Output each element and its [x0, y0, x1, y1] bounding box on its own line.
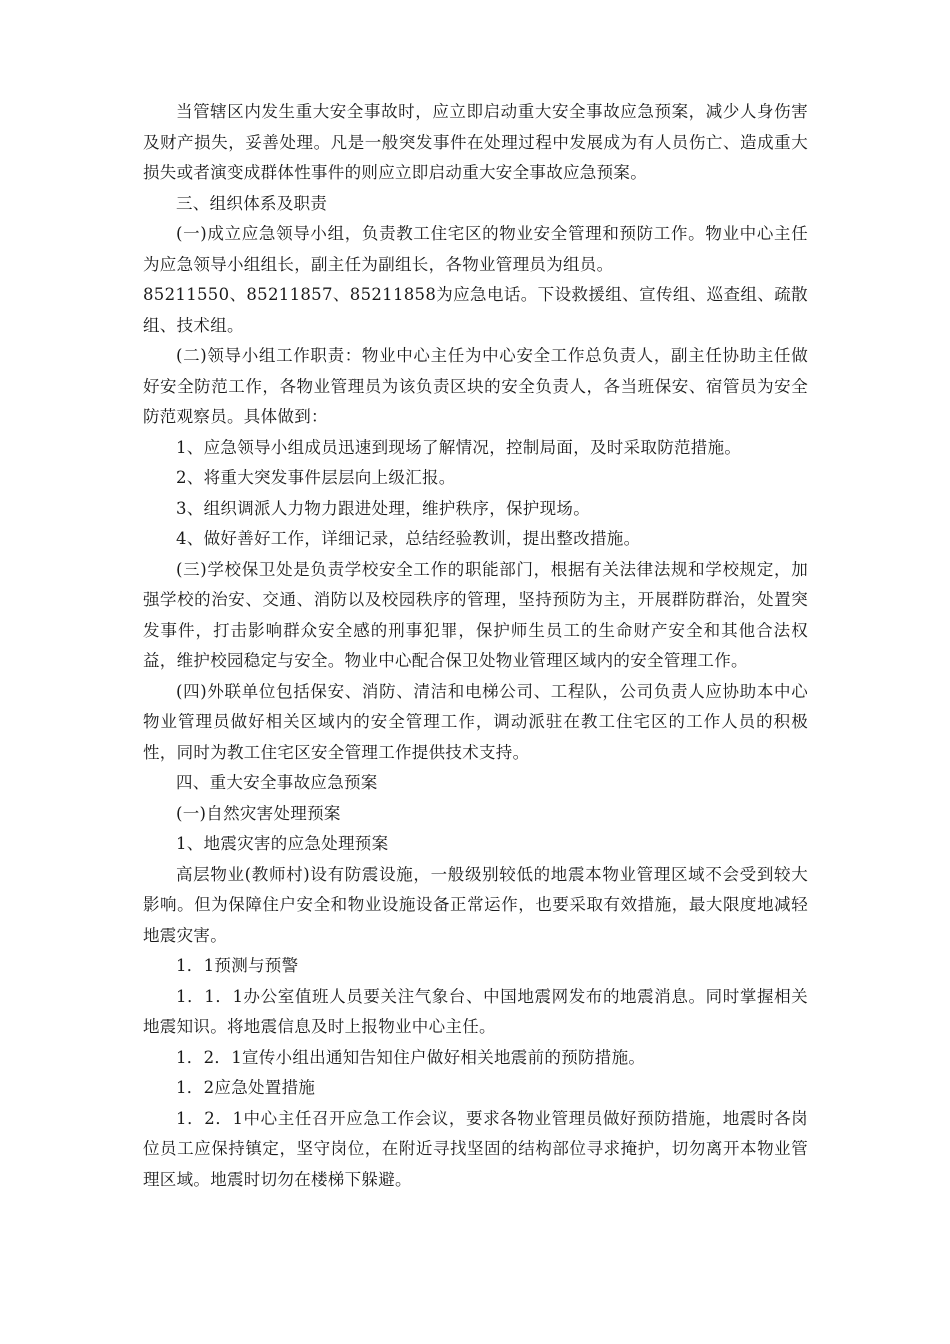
item-heading-earthquake: 1、地震灾害的应急处理预案 [176, 834, 389, 853]
list-item-1: 1、应急领导小组成员迅速到现场了解情况，控制局面，及时采取防范措施。 [176, 437, 742, 457]
section-heading-3: 三、组织体系及职责 [176, 193, 328, 213]
paragraph-phones: 85211550、85211857、85211858为应急电话。下设救援组、宣传组、巡查组、疏散组、技术组。 [143, 285, 808, 335]
paragraph-intro: 当管辖区内发生重大安全事故时，应立即启动重大安全事故应急预案，减少人身伤害及财产损失，妥善处理。凡是一般突发事件在处理过程中发展成为有人员伤亡、造成重大损失或者演变成群体性事件的则应立即启动重大安全事故应急预案。 [143, 102, 808, 182]
list-item-2: 2、将重大突发事件层层向上级汇报。 [176, 468, 456, 487]
list-item-4: 4、做好善好工作，详细记录，总结经验教训，提出整改措施。 [176, 529, 641, 548]
paragraph-3-3: (三)学校保卫处是负责学校安全工作的职能部门，根据有关法律法规和学校规定，加强学校的治安、交通、消防以及校园秩序的管理，坚持预防为主，开展群防群治，处置突发事件，打击影响群众安全感的刑事犯罪，保护师生员工的生命财产安全和其他合法权益，维护校园稳定与安全。物业中心配合保卫处物业管理区域内的安全管理工作。 [143, 559, 808, 670]
item-heading-1-1: 1．1预测与预警 [176, 956, 299, 975]
section-heading-4: 四、重大安全事故应急预案 [176, 773, 378, 792]
paragraph-1-1-1: 1．1．1办公室值班人员要关注气象台、中国地震网发布的地震消息。同时掌握相关地震知识。将地震信息及时上报物业中心主任。 [143, 986, 808, 1036]
paragraph-1-2-1-notice: 1．2．1宣传小组出通知告知住户做好相关地震前的预防措施。 [176, 1047, 646, 1067]
paragraph-3-2: (二)领导小组工作职责：物业中心主任为中心安全工作总负责人，副主任协助主任做好安全防范工作，各物业管理员为该负责区块的安全负责人，各当班保安、宿管员为安全防范观察员。具体做到： [143, 346, 808, 426]
item-heading-1-2: 1．2应急处置措施 [176, 1078, 316, 1097]
paragraph-earthquake: 高层物业(教师村)设有防震设施，一般级别较低的地震本物业管理区域不会受到较大影响。但为保障住户安全和物业设施设备正常运作，也要采取有效措施，最大限度地减轻地震灾害。 [143, 864, 808, 945]
paragraph-1-2-1-measures: 1．2．1中心主任召开应急工作会议，要求各物业管理员做好预防措施，地震时各岗位员工应保持镇定，坚守岗位，在附近寻找坚固的结构部位寻求掩护，切勿离开本物业管理区域。地震时切勿在楼梯下躲避。 [143, 1108, 808, 1189]
list-item-3: 3、组织调派人力物力跟进处理，维护秩序，保护现场。 [176, 498, 590, 518]
subsection-heading-4-1: (一)自然灾害处理预案 [176, 803, 341, 823]
paragraph-3-1: (一)成立应急领导小组，负责教工住宅区的物业安全管理和预防工作。物业中心主任为应急领导小组组长，副主任为副组长，各物业管理员为组员。 [143, 224, 808, 274]
paragraph-3-4: (四)外联单位包括保安、消防、清洁和电梯公司、工程队，公司负责人应协助本中心物业管理员做好相关区域内的安全管理工作，调动派驻在教工住宅区的工作人员的积极性，同时为教工住宅区安全管理工作提供技术支持。 [143, 681, 808, 762]
document-page [143, 97, 808, 1195]
